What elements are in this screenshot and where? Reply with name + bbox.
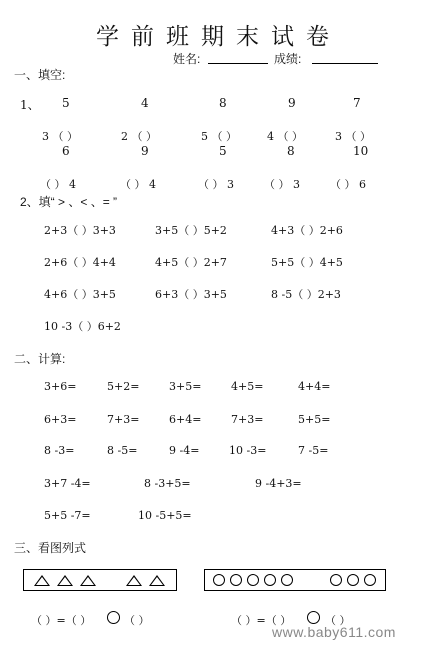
calc-item: 8 -5= <box>107 444 138 457</box>
calc-item: 3+5= <box>169 380 202 393</box>
question-number: 1、 <box>20 98 40 112</box>
number-top: 9 <box>141 144 149 158</box>
number-top: 6 <box>62 144 70 158</box>
number-top: 8 <box>219 96 227 110</box>
section3-heading: 二、计算: <box>14 352 66 366</box>
compare-item: 4+3（ ）2+6 <box>271 224 343 237</box>
calc-item: 3+6= <box>44 380 77 393</box>
operator-circle-icon <box>307 611 320 624</box>
compare-item: 3+5（ ）5+2 <box>155 224 227 237</box>
page-title: 学前班期末试卷 <box>96 24 341 50</box>
calc-item: 6+4= <box>169 413 202 426</box>
equation-right-tail: （ ） <box>325 614 351 627</box>
section2-heading: 2、填“ > 、< 、= ” <box>20 195 118 209</box>
number-top: 5 <box>62 96 70 110</box>
split-item: 2 （ ） <box>121 130 157 143</box>
score-label: 成绩: <box>274 52 302 66</box>
calc-item: 10 -5+5= <box>138 509 192 522</box>
calc-item: 5+2= <box>107 380 140 393</box>
circle-icon <box>364 574 376 586</box>
equation-right: （ ）=（ ） <box>231 614 292 627</box>
circle-icon <box>230 574 242 586</box>
compare-item: 8 -5（ ）2+3 <box>271 288 341 301</box>
split-item: 3 （ ） <box>42 130 78 143</box>
section1-heading: 一、填空: <box>14 68 66 82</box>
number-top: 7 <box>353 96 361 110</box>
circle-icon <box>264 574 276 586</box>
split-item: 5 （ ） <box>201 130 237 143</box>
compare-item: 6+3（ ）3+5 <box>155 288 227 301</box>
split-item: 4 （ ） <box>267 130 303 143</box>
compare-item: 2+6（ ）4+4 <box>44 256 116 269</box>
number-top: 8 <box>287 144 295 158</box>
triangle-icon <box>80 575 96 586</box>
compare-item: 4+5（ ）2+7 <box>155 256 227 269</box>
calc-item: 10 -3= <box>229 444 267 457</box>
calc-item: 4+5= <box>231 380 264 393</box>
number-top: 5 <box>219 144 227 158</box>
name-underline <box>208 63 268 64</box>
circle-icon <box>330 574 342 586</box>
triangle-icon <box>126 575 142 586</box>
split-item: （ ） 3 <box>198 178 234 191</box>
calc-item: 9 -4+3= <box>255 477 302 490</box>
number-top: 9 <box>288 96 296 110</box>
compare-item: 10 -3（ ）6+2 <box>44 320 121 333</box>
calc-item: 8 -3= <box>44 444 75 457</box>
triangle-icon <box>57 575 73 586</box>
compare-item: 4+6（ ）3+5 <box>44 288 116 301</box>
split-item: 3 （ ） <box>335 130 371 143</box>
compare-item: 5+5（ ）4+5 <box>271 256 343 269</box>
number-top: 10 <box>353 144 369 158</box>
name-label: 姓名: <box>173 52 201 66</box>
triangle-icon <box>34 575 50 586</box>
circle-icon <box>247 574 259 586</box>
calc-item: 6+3= <box>44 413 77 426</box>
calc-item: 5+5 -7= <box>44 509 91 522</box>
calc-item: 9 -4= <box>169 444 200 457</box>
calc-item: 7+3= <box>231 413 264 426</box>
calc-item: 7+3= <box>107 413 140 426</box>
score-underline <box>312 63 378 64</box>
calc-item: 3+7 -4= <box>44 477 91 490</box>
calc-item: 8 -3+5= <box>144 477 191 490</box>
split-item: （ ） 4 <box>120 178 156 191</box>
circle-icon <box>281 574 293 586</box>
calc-item: 5+5= <box>298 413 331 426</box>
split-item: （ ） 4 <box>40 178 76 191</box>
calc-item: 4+4= <box>298 380 331 393</box>
watermark: www.baby611.com <box>272 624 396 640</box>
number-top: 4 <box>141 96 149 110</box>
compare-item: 2+3（ ）3+3 <box>44 224 116 237</box>
calc-item: 7 -5= <box>298 444 329 457</box>
circle-icon <box>347 574 359 586</box>
triangle-icon <box>149 575 165 586</box>
section4-heading: 三、看图列式 <box>14 541 87 555</box>
operator-circle-icon <box>107 611 120 624</box>
circle-icon <box>213 574 225 586</box>
split-item: （ ） 6 <box>330 178 366 191</box>
split-item: （ ） 3 <box>264 178 300 191</box>
equation-left: （ ）=（ ） <box>31 614 92 627</box>
equation-left-tail: （ ） <box>124 614 150 627</box>
